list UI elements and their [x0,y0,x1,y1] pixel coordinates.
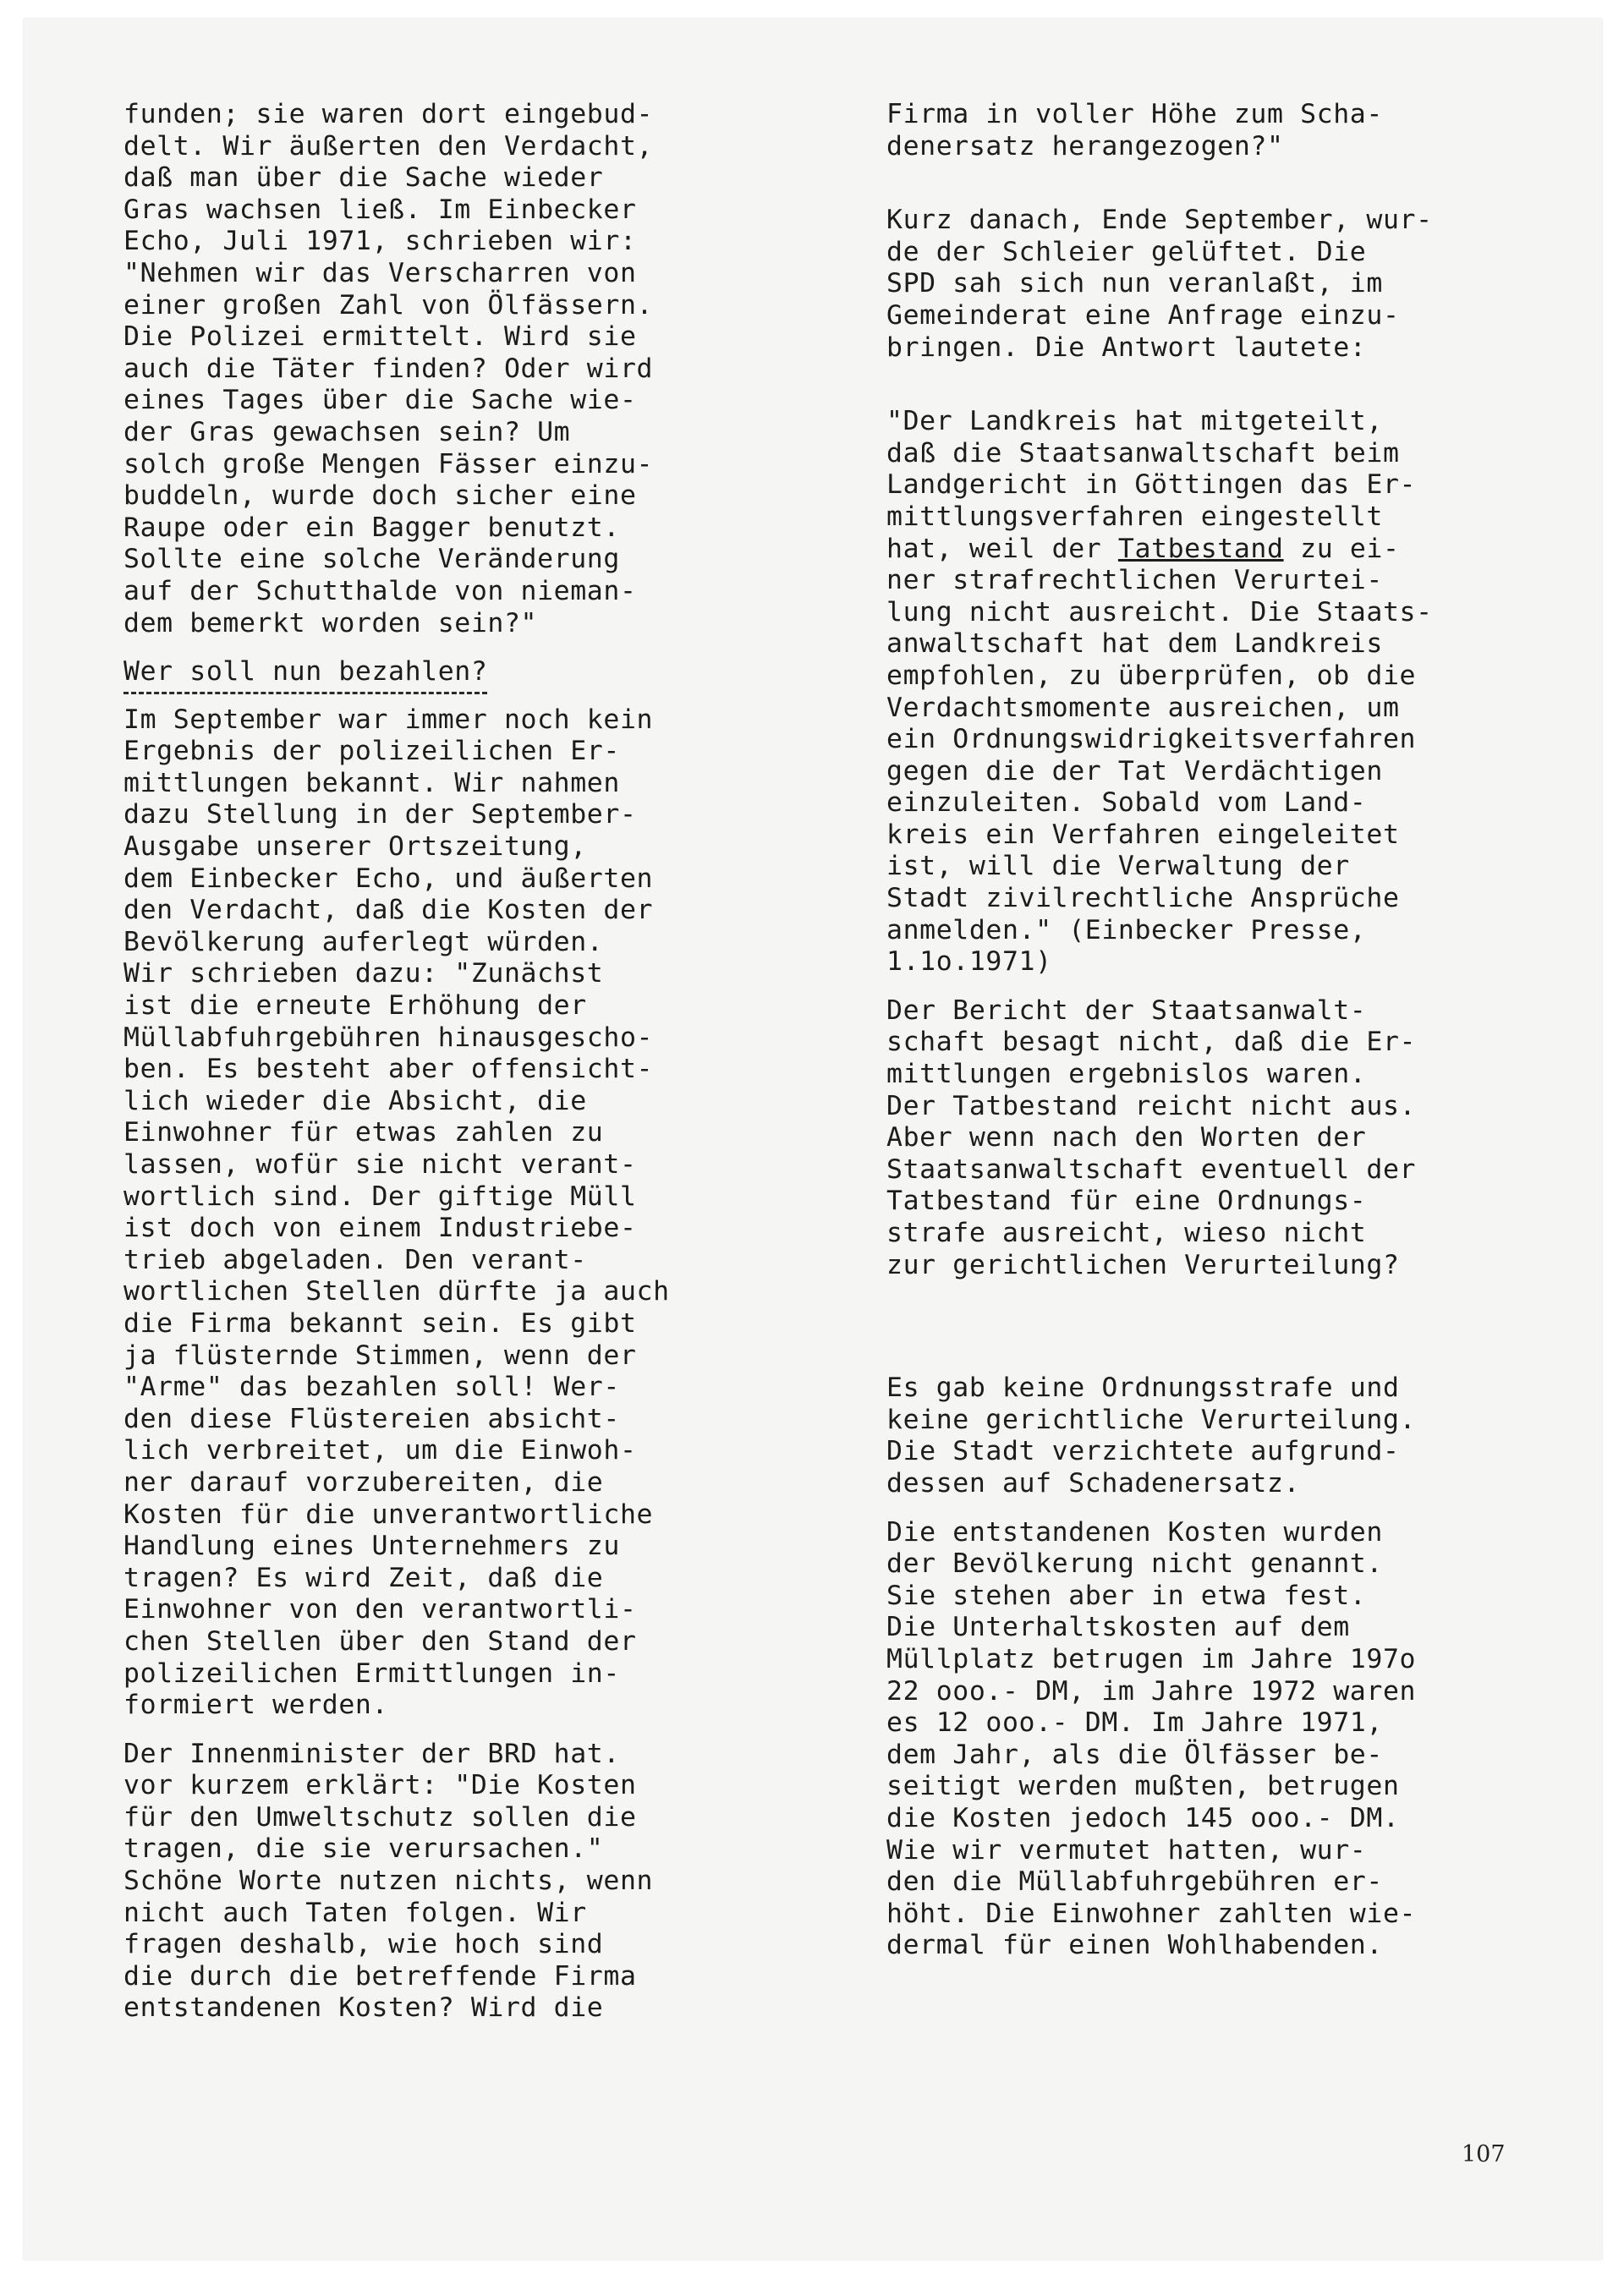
right-paragraph-5: Es gab keine Ordnungsstrafe und keine gerichtliche Verurteilung. Die Stadt verzichtete aufgrund- dessen auf Schadenersatz. [886,1373,1417,1499]
right-paragraph-4: Der Bericht der Staatsanwalt- schaft besagt nicht, daß die Er- mittlungen ergebnislos waren. Der Tatbestand reicht nicht aus. Aber wenn nach den Worten der Staatsanwaltschaft eventuell der Tatbestand für eine Ordnungs- strafe ausreicht, wieso nicht zur gerichtlichen Verurteilung? [886,995,1417,1280]
right-paragraph-6: Die entstandenen Kosten wurden der Bevölkerung nicht genannt. Sie stehen aber in etwa fest. Die Unterhaltskosten auf dem Müllplatz betrugen im Jahre 197o 22 ooo.- DM, im Jahre 1972 waren es 12 ooo.- DM. Im Jahre 1971, dem Jahr, als die Ölfässer be- seitigt werden mußten, betrugen die Kosten jedoch 145 ooo.- DM. Wie wir vermutet hatten, wur- den die Müllabfuhrgebühren er- höht. Die Einwohner zahlten wie- dermal für einen Wohlhabenden. [886,1516,1417,1961]
underlined-word-tatbestand: Tatbestand [1117,533,1284,564]
left-column [123,99,783,2041]
quoted-answer [886,406,1546,978]
right-column [886,99,1546,1979]
quoted-answer-part-2: zu ei- ner strafrechtlichen Verurtei- lung nicht ausreicht. Die Staats- anwaltschaft hat dem Landkreis empfohlen, zu überprüfen, ob die Verdachtsmomente ausreichen, um ein Ordnungswidrigkeitsverfahren gegen die der Tat Verdächtigen einzuleiten. Sobald vom Land- kreis ein Verfahren eingeleitet ist, will die Verwaltung der Stadt zivilrechtliche Ansprüche anmelden." (Einbecker Presse, 1.1o.1971) [886,533,1433,978]
left-paragraph-1: funden; sie waren dort eingebud- delt. Wir äußerten den Verdacht, daß man über die Sache wieder Gras wachsen ließ. Im Einbecker Echo, Juli 1971, schrieben wir: "Nehmen wir das Verscharren von einer großen Zahl von Ölfässern. Die Polizei ermittelt. Wird sie auch die Täter finden? Oder wird eines Tages über die Sache wie- der Gras gewachsen sein? Um solch große Mengen Fässer einzu- buddeln, wurde doch sicher eine Raupe oder ein Bagger benutzt. Sollte eine solche Veränderung auf der Schutthalde von nieman- dem bemerkt worden sein?" [123,99,654,638]
document-page [24,19,1602,2260]
right-paragraph-2: Kurz danach, Ende September, wur- de der Schleier gelüftet. Die SPD sah sich nun veranlaßt, im Gemeinderat eine Anfrage einzu- bringen. Die Antwort lautete: [886,205,1433,363]
right-paragraph-1: Firma in voller Höhe zum Scha- denersatz herangezogen?" [886,99,1383,162]
page-number: 107 [1462,2141,1506,2167]
left-paragraph-3: Der Innenminister der BRD hat. vor kurzem erklärt: "Die Kosten für den Umweltschutz sollen die tragen, die sie verursachen." Schöne Worte nutzen nichts, wenn nicht auch Taten folgen. Wir fragen deshalb, wie hoch sind die durch die betreffende Firma entstandenen Kosten? Wird die [123,1738,654,2024]
left-paragraph-2: Im September war immer noch kein Ergebnis der polizeilichen Er- mittlungen bekannt. Wir nahmen dazu Stellung in der September- Ausgabe unserer Ortszeitung, dem Einbecker Echo, und äußerten den Verdacht, daß die Kosten der Bevölkerung auferlegt würden. Wir schrieben dazu: "Zunächst ist die erneute Erhöhung der Müllabfuhrgebühren hinausgescho- ben. Es besteht aber offensicht- lich wieder die Absicht, die Einwohner für etwas zahlen zu lassen, wofür sie nicht verant- wortlich sind. Der giftige Müll ist doch von einem Industriebe- trieb abgeladen. Den verant- wortlichen Stellen dürfte ja auch die Firma bekannt sein. Es gibt ja flüsternde Stimmen, wenn der "Arme" das bezahlen soll! Wer- den diese Flüstereien absicht- lich verbreitet, um die Einwoh- ner darauf vorzubereiten, die Kosten für die unverantwortliche Handlung eines Unternehmers zu tragen? Es wird Zeit, daß die Einwohner von den verantwortli- chen Stellen über den Stand der polizeilichen Ermittlungen in- formiert werden. [123,704,670,1721]
section-heading: Wer soll nun bezahlen? [123,656,487,694]
quoted-answer-part-1: "Der Landkreis hat mitgeteilt, daß die Staatsanwaltschaft beim Landgericht in Göttingen das Er- mittlungsverfahren eingestellt hat, weil der [886,406,1417,564]
